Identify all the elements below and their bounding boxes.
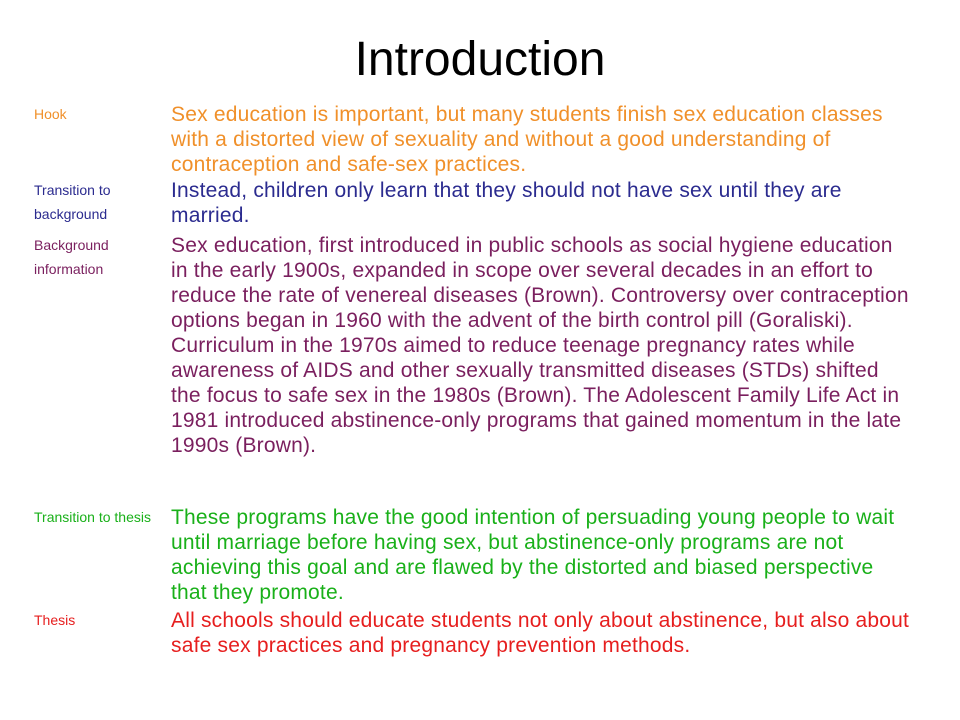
- section-text: All schools should educate students not only about abstinence, but also about safe sex practices and pregnancy prevention methods.: [171, 609, 910, 657]
- section-label: Transition to background: [34, 182, 111, 222]
- section-text: Sex education, first introduced in public schools as social hygiene education in the early 1900s, expanded in scope over several decades in an effort to reduce the rate of venereal diseases (Brown). Controversy over contraception options began in 1960 with the advent of the birth control pill (Goraliski). Curriculum in the 1970s aimed to reduce teenage pregnancy rates while awareness of AIDS and other sexually transmitted diseases (STDs) shifted the focus to safe sex in the 1980s (Brown). The Adolescent Family Life Act in 1981 introduced abstinence-only programs that gained momentum in the late 1990s (Brown).: [171, 234, 909, 457]
- section-label: Transition to thesis: [34, 509, 151, 525]
- section-label: Background information: [34, 237, 109, 277]
- section-text: Sex education is important, but many students finish sex education classes with a distorted view of sexuality and without a good understanding of contraception and safe-sex practices.: [171, 103, 883, 176]
- section-text: Instead, children only learn that they should not have sex until they are married.: [171, 179, 842, 227]
- section-text: These programs have the good intention of persuading young people to wait until marriage before having sex, but abstinence-only programs are not achieving this goal and are flawed by the distorted and biased perspective that they promote.: [171, 506, 895, 604]
- section-label: Hook: [34, 106, 67, 122]
- section-label: Thesis: [34, 612, 76, 628]
- slide-title: Introduction: [354, 33, 606, 86]
